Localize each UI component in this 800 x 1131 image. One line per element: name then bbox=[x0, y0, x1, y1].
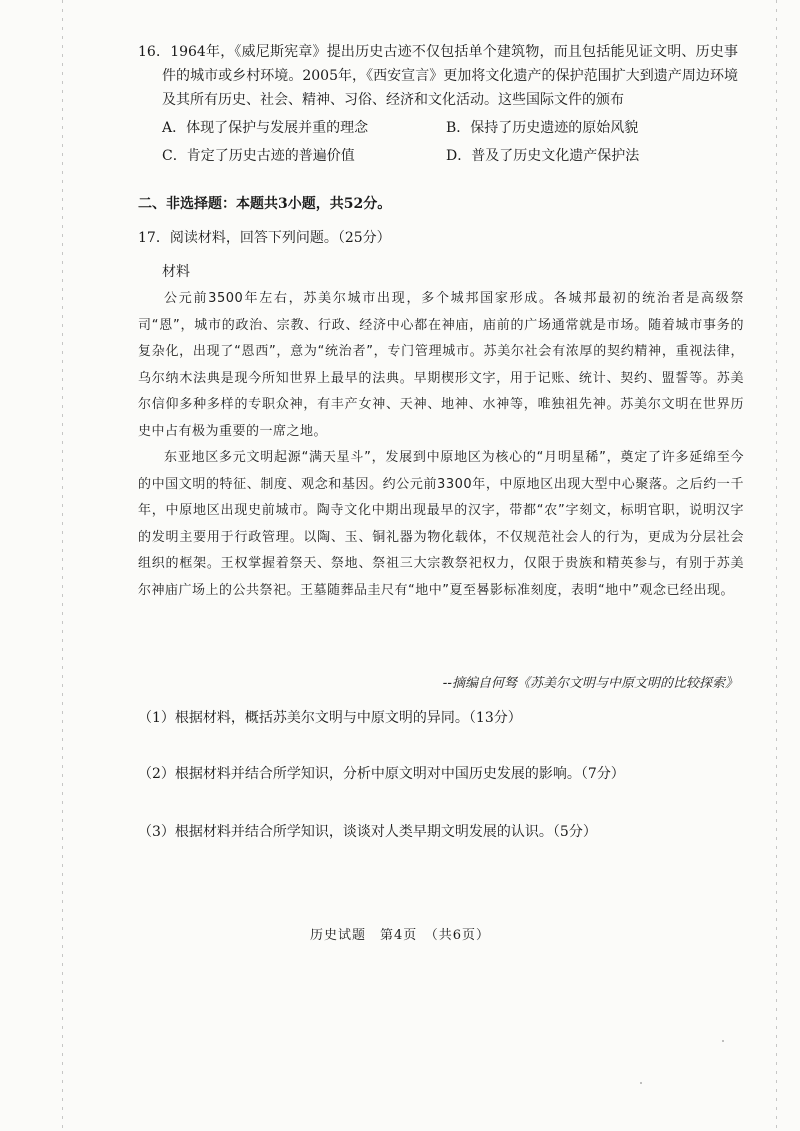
material-paragraph-sumer: 公元前3500年左右，苏美尔城市出现，多个城邦国家形成。各城邦最初的统治者是高级祭司“恩”，城市的政治、宗教、行政、经济中心都在神庙，庙前的广场通常就是市场。随着城市事务的复杂化，出现了“恩西”，意为“统治者”，专门管理城市。苏美尔社会有浓厚的契约精神，重视法律，乌尔纳木法典是现今所知世界上最早的法典。早期楔形文字，用于记账、统计、契约、盟誓等。苏美尔信仰多种多样的专职众神，有丰产女神、天神、地神、水神等，唯独祖先神。苏美尔文明在世界历史中占有极为重要的一席之地。 bbox=[138, 291, 744, 439]
subquestion-1: （1）根据材料，概括苏美尔文明与中原文明的异同。（13分） bbox=[138, 710, 522, 726]
scan-binding-line-left bbox=[62, 0, 63, 1131]
question-16-stem: 16．1964年，《威尼斯宪章》提出历史古迹不仅包括单个建筑物，而且包括能见证文明、历史事件的城市或乡村环境。2005年，《西安宣言》更加将文化遗产的保护范围扩大到遗产周边环境及其所有历史、社会、精神、习俗、经济和文化活动。这些国际文件的颁布 bbox=[138, 44, 738, 108]
material-label: 材料 bbox=[162, 264, 190, 280]
scan-binding-line-right bbox=[776, 0, 777, 1131]
scan-speck bbox=[722, 1040, 724, 1042]
question-16-options bbox=[162, 116, 738, 168]
material-paragraph-central-plains: 东亚地区多元文明起源“满天星斗”，发展到中原地区为核心的“月明星稀”，奠定了许多延绵至今的中国文明的特征、制度、观念和基因。约公元前3300年，中原地区出现大型中心聚落。之后约一千年，中原地区出现史前城市。陶寺文化中期出现最早的汉字，带都“农”字刻文，标明官职，说明汉字的发明主要用于行政管理。以陶、玉、铜礼器为物化载体，不仅规范社会人的行为，更成为分层社会组织的框架。王权掌握着祭天、祭地、祭祖三大宗教祭祀权力，仅限于贵族和精英参与，有别于苏美尔神庙广场上的公共祭祀。王墓随葬品圭尺有“地中”夏至晷影标准刻度，表明“地中”观念已经出现。 bbox=[138, 450, 744, 598]
material-source: --摘编自何驽《苏美尔文明与中原文明的比较探索》 bbox=[442, 676, 738, 691]
question-17-heading: 17．阅读材料，回答下列问题。（25分） bbox=[138, 230, 391, 246]
subquestion-2: （2）根据材料并结合所学知识，分析中原文明对中国历史发展的影响。（7分） bbox=[138, 766, 625, 782]
question-16 bbox=[138, 40, 738, 168]
option-b: B．保持了历史遗迹的原始风貌 bbox=[446, 120, 639, 136]
option-a: A．体现了保护与发展并重的理念 bbox=[162, 120, 369, 136]
subquestion-3: （3）根据材料并结合所学知识，谈谈对人类早期文明发展的认识。（5分） bbox=[138, 824, 597, 840]
material-text bbox=[138, 286, 744, 604]
option-c: C．肯定了历史古迹的普遍价值 bbox=[162, 148, 355, 164]
option-d: D．普及了历史文化遗产保护法 bbox=[446, 148, 640, 164]
scan-speck bbox=[640, 1082, 642, 1084]
page-footer: 历史试题 第4页 （共6页） bbox=[309, 928, 491, 943]
section-2-heading: 二、非选择题：本题共3小题，共52分。 bbox=[138, 196, 392, 212]
